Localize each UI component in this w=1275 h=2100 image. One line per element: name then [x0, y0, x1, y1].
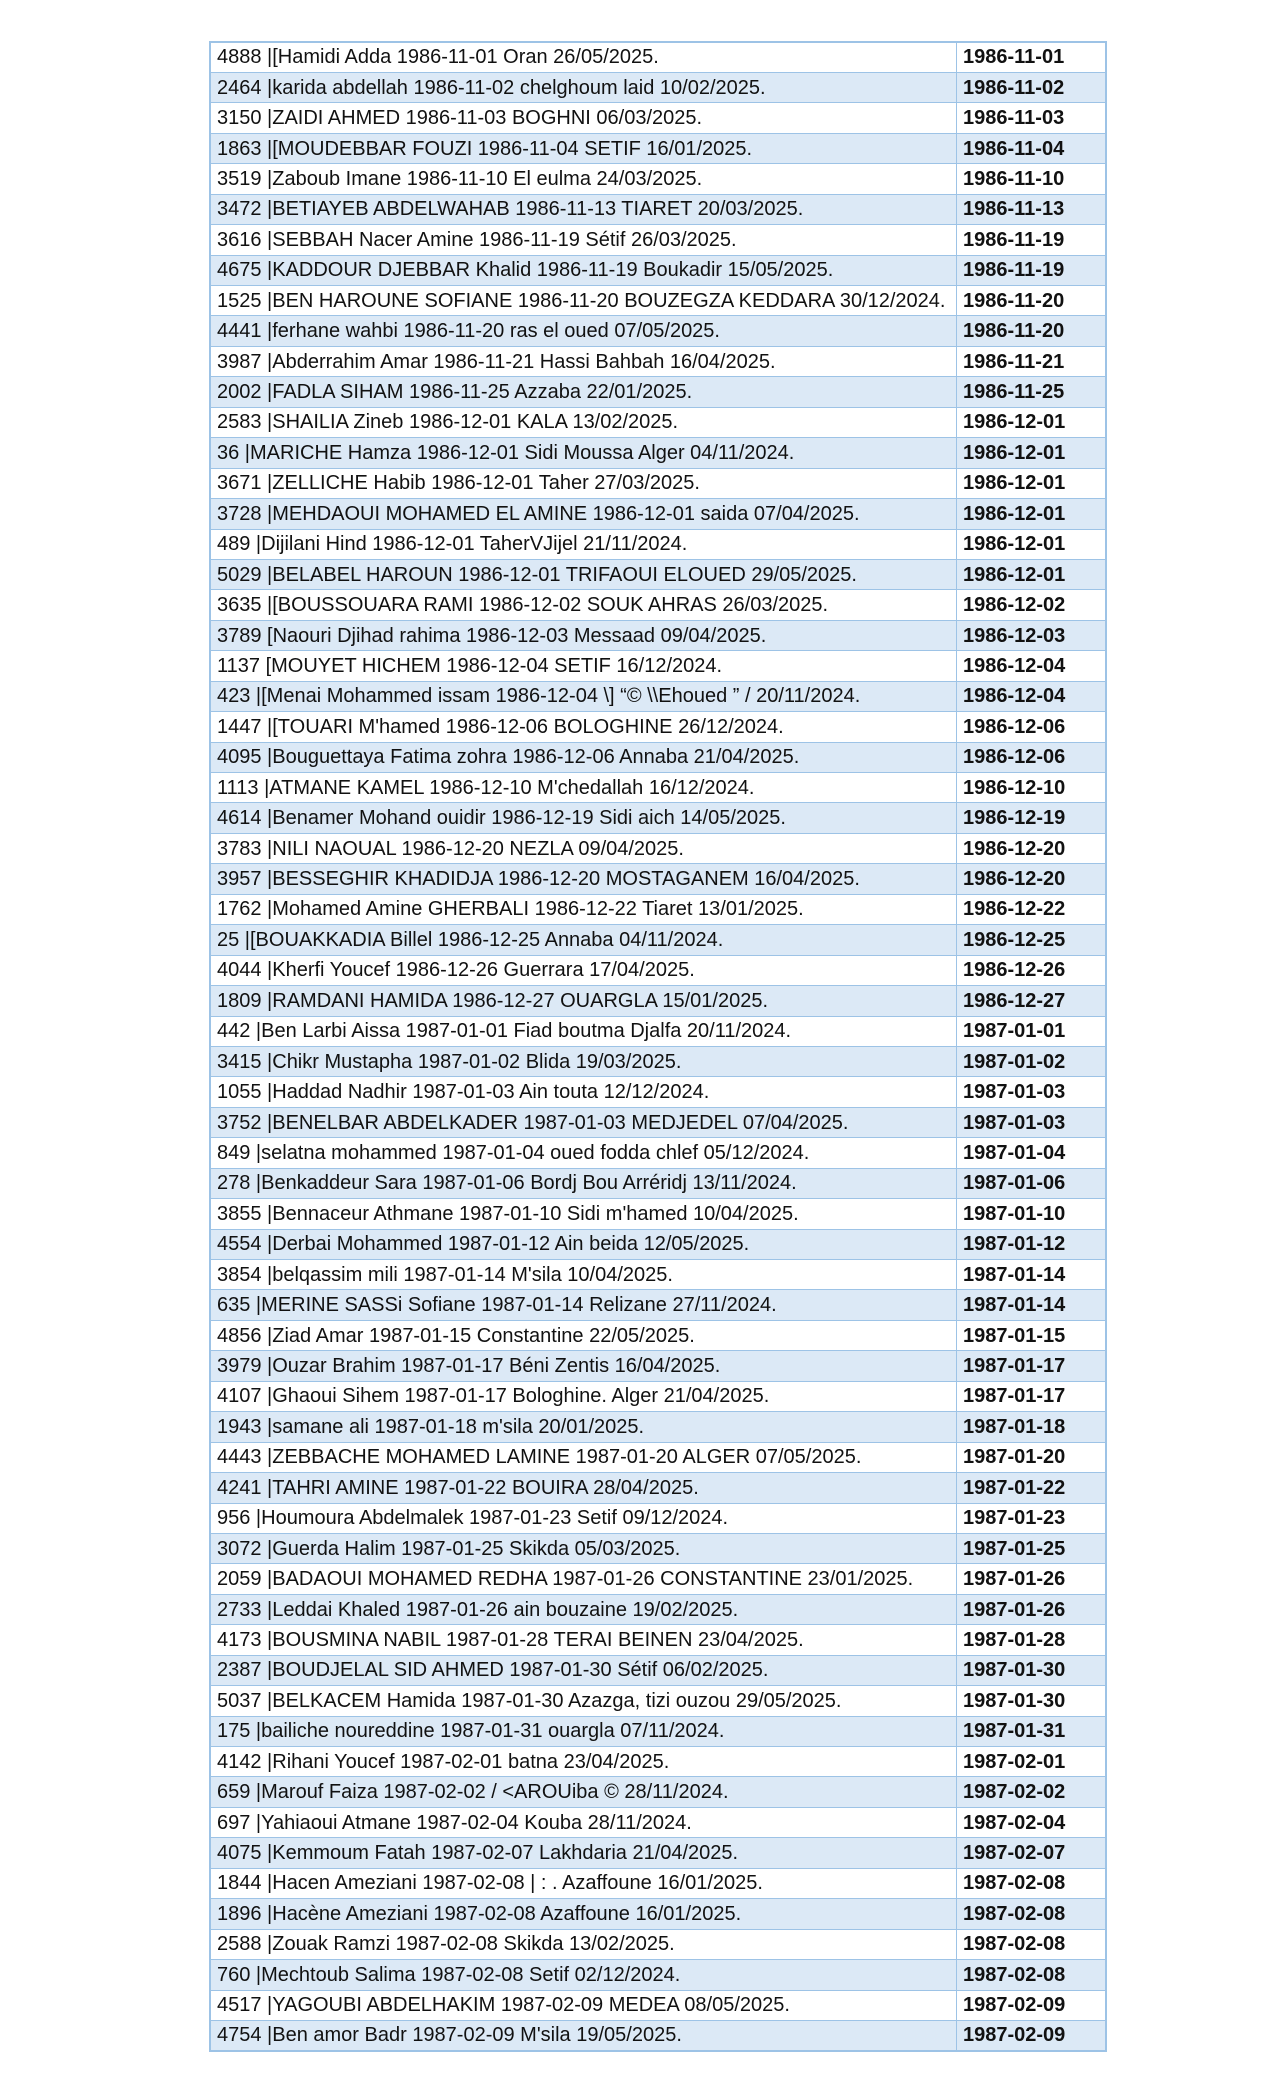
table-row — [210, 103, 1106, 133]
record-entry-cell: 3728 |MEHDAOUI MOHAMED EL AMINE 1986-12-01 saida 07/04/2025. — [210, 499, 957, 529]
record-entry-cell: 1809 |RAMDANI HAMIDA 1986-12-27 OUARGLA 15/01/2025. — [210, 986, 957, 1016]
table-row — [210, 1625, 1106, 1655]
birth-date-cell: 1987-01-03 — [957, 1107, 1107, 1137]
birth-date-cell: 1987-02-01 — [957, 1747, 1107, 1777]
table-row — [210, 407, 1106, 437]
record-entry-cell: 1762 |Mohamed Amine GHERBALI 1986-12-22 Tiaret 13/01/2025. — [210, 894, 957, 924]
table-row — [210, 1777, 1106, 1807]
table-row — [210, 1929, 1106, 1959]
record-entry-cell: 3752 |BENELBAR ABDELKADER 1987-01-03 MEDJEDEL 07/04/2025. — [210, 1107, 957, 1137]
table-row — [210, 2020, 1106, 2050]
birth-date-cell: 1987-02-08 — [957, 1868, 1107, 1898]
table-row — [210, 499, 1106, 529]
table-row — [210, 1199, 1106, 1229]
birth-date-cell: 1986-12-20 — [957, 833, 1107, 863]
record-entry-cell: 4517 |YAGOUBI ABDELHAKIM 1987-02-09 MEDEA 08/05/2025. — [210, 1990, 957, 2020]
table-row — [210, 194, 1106, 224]
record-entry-cell: 5037 |BELKACEM Hamida 1987-01-30 Azazga, tizi ouzou 29/05/2025. — [210, 1686, 957, 1716]
birth-date-cell: 1987-01-03 — [957, 1077, 1107, 1107]
birth-date-cell: 1987-02-08 — [957, 1929, 1107, 1959]
birth-date-cell: 1986-12-27 — [957, 986, 1107, 1016]
table-row — [210, 438, 1106, 468]
table-row — [210, 1046, 1106, 1076]
birth-date-cell: 1987-02-04 — [957, 1807, 1107, 1837]
birth-date-cell: 1987-01-30 — [957, 1686, 1107, 1716]
birth-date-cell: 1986-12-04 — [957, 681, 1107, 711]
birth-date-cell: 1986-11-13 — [957, 194, 1107, 224]
record-entry-cell: 3979 |Ouzar Brahim 1987-01-17 Béni Zentis 16/04/2025. — [210, 1351, 957, 1381]
record-entry-cell: 697 |Yahiaoui Atmane 1987-02-04 Kouba 28/11/2024. — [210, 1807, 957, 1837]
birth-date-cell: 1986-12-01 — [957, 407, 1107, 437]
record-entry-cell: 36 |MARICHE Hamza 1986-12-01 Sidi Moussa Alger 04/11/2024. — [210, 438, 957, 468]
record-entry-cell: 4173 |BOUSMINA NABIL 1987-01-28 TERAI BEINEN 23/04/2025. — [210, 1625, 957, 1655]
birth-date-cell: 1986-12-02 — [957, 590, 1107, 620]
birth-date-cell: 1986-11-01 — [957, 42, 1107, 72]
record-entry-cell: 3957 |BESSEGHIR KHADIDJA 1986-12-20 MOSTAGANEM 16/04/2025. — [210, 864, 957, 894]
table-row — [210, 1960, 1106, 1990]
table-row — [210, 1807, 1106, 1837]
record-entry-cell: 3671 |ZELLICHE Habib 1986-12-01 Taher 27/03/2025. — [210, 468, 957, 498]
birth-date-cell: 1986-11-25 — [957, 377, 1107, 407]
records-table-body — [210, 42, 1106, 2051]
record-entry-cell: 175 |bailiche noureddine 1987-01-31 ouargla 07/11/2024. — [210, 1716, 957, 1746]
birth-date-cell: 1986-11-02 — [957, 72, 1107, 102]
table-row — [210, 255, 1106, 285]
birth-date-cell: 1987-01-14 — [957, 1260, 1107, 1290]
record-entry-cell: 3150 |ZAIDI AHMED 1986-11-03 BOGHNI 06/03/2025. — [210, 103, 957, 133]
table-row — [210, 620, 1106, 650]
birth-date-cell: 1987-01-04 — [957, 1138, 1107, 1168]
record-entry-cell: 4675 |KADDOUR DJEBBAR Khalid 1986-11-19 Boukadir 15/05/2025. — [210, 255, 957, 285]
birth-date-cell: 1987-01-02 — [957, 1046, 1107, 1076]
table-row — [210, 133, 1106, 163]
table-row — [210, 1503, 1106, 1533]
birth-date-cell: 1986-12-20 — [957, 864, 1107, 894]
record-entry-cell: 1137 [MOUYET HICHEM 1986-12-04 SETIF 16/12/2024. — [210, 651, 957, 681]
record-entry-cell: 4754 |Ben amor Badr 1987-02-09 M'sila 19/05/2025. — [210, 2020, 957, 2050]
record-entry-cell: 3783 |NILI NAOUAL 1986-12-20 NEZLA 09/04/2025. — [210, 833, 957, 863]
birth-date-cell: 1986-12-26 — [957, 955, 1107, 985]
record-entry-cell: 1055 |Haddad Nadhir 1987-01-03 Ain touta 12/12/2024. — [210, 1077, 957, 1107]
table-row — [210, 1077, 1106, 1107]
table-row — [210, 773, 1106, 803]
record-entry-cell: 3415 |Chikr Mustapha 1987-01-02 Blida 19/03/2025. — [210, 1046, 957, 1076]
record-entry-cell: 1896 |Hacène Ameziani 1987-02-08 Azaffoune 16/01/2025. — [210, 1899, 957, 1929]
table-row — [210, 1107, 1106, 1137]
record-entry-cell: 2588 |Zouak Ramzi 1987-02-08 Skikda 13/02/2025. — [210, 1929, 957, 1959]
birth-date-cell: 1986-12-10 — [957, 773, 1107, 803]
record-entry-cell: 4075 |Kemmoum Fatah 1987-02-07 Lakhdaria 21/04/2025. — [210, 1838, 957, 1868]
table-row — [210, 833, 1106, 863]
table-row — [210, 803, 1106, 833]
birth-date-cell: 1986-12-25 — [957, 925, 1107, 955]
birth-date-cell: 1987-02-09 — [957, 1990, 1107, 2020]
record-entry-cell: 2464 |karida abdellah 1986-11-02 chelghoum laid 10/02/2025. — [210, 72, 957, 102]
record-entry-cell: 278 |Benkaddeur Sara 1987-01-06 Bordj Bou Arréridj 13/11/2024. — [210, 1168, 957, 1198]
record-entry-cell: 1113 |ATMANE KAMEL 1986-12-10 M'chedallah 16/12/2024. — [210, 773, 957, 803]
table-row — [210, 864, 1106, 894]
table-row — [210, 1412, 1106, 1442]
table-row — [210, 894, 1106, 924]
birth-date-cell: 1987-01-26 — [957, 1594, 1107, 1624]
table-row — [210, 225, 1106, 255]
record-entry-cell: 2583 |SHAILIA Zineb 1986-12-01 KALA 13/02/2025. — [210, 407, 957, 437]
table-row — [210, 1260, 1106, 1290]
record-entry-cell: 1525 |BEN HAROUNE SOFIANE 1986-11-20 BOUZEGZA KEDDARA 30/12/2024. — [210, 286, 957, 316]
birth-date-cell: 1987-01-01 — [957, 1016, 1107, 1046]
birth-date-cell: 1986-11-03 — [957, 103, 1107, 133]
table-row — [210, 1990, 1106, 2020]
table-row — [210, 1747, 1106, 1777]
record-entry-cell: 4443 |ZEBBACHE MOHAMED LAMINE 1987-01-20 ALGER 07/05/2025. — [210, 1442, 957, 1472]
birth-date-cell: 1987-01-30 — [957, 1655, 1107, 1685]
table-row — [210, 1868, 1106, 1898]
table-row — [210, 1838, 1106, 1868]
birth-date-cell: 1986-11-04 — [957, 133, 1107, 163]
record-entry-cell: 4142 |Rihani Youcef 1987-02-01 batna 23/04/2025. — [210, 1747, 957, 1777]
record-entry-cell: 635 |MERINE SASSi Sofiane 1987-01-14 Relizane 27/11/2024. — [210, 1290, 957, 1320]
record-entry-cell: 3072 |Guerda Halim 1987-01-25 Skikda 05/03/2025. — [210, 1533, 957, 1563]
birth-date-cell: 1987-01-17 — [957, 1381, 1107, 1411]
record-entry-cell: 5029 |BELABEL HAROUN 1986-12-01 TRIFAOUI ELOUED 29/05/2025. — [210, 559, 957, 589]
records-table — [209, 41, 1107, 2052]
record-entry-cell: 2059 |BADAOUI MOHAMED REDHA 1987-01-26 CONSTANTINE 23/01/2025. — [210, 1564, 957, 1594]
birth-date-cell: 1986-12-22 — [957, 894, 1107, 924]
record-entry-cell: 1844 |Hacen Ameziani 1987-02-08 | : . Azaffoune 16/01/2025. — [210, 1868, 957, 1898]
table-row — [210, 1290, 1106, 1320]
birth-date-cell: 1987-02-08 — [957, 1960, 1107, 1990]
table-row — [210, 1655, 1106, 1685]
birth-date-cell: 1986-11-19 — [957, 225, 1107, 255]
table-row — [210, 1716, 1106, 1746]
record-entry-cell: 760 |Mechtoub Salima 1987-02-08 Setif 02/12/2024. — [210, 1960, 957, 1990]
table-row — [210, 529, 1106, 559]
birth-date-cell: 1986-12-03 — [957, 620, 1107, 650]
table-row — [210, 1016, 1106, 1046]
birth-date-cell: 1987-01-18 — [957, 1412, 1107, 1442]
birth-date-cell: 1987-01-22 — [957, 1473, 1107, 1503]
record-entry-cell: 3987 |Abderrahim Amar 1986-11-21 Hassi Bahbah 16/04/2025. — [210, 346, 957, 376]
record-entry-cell: 4095 |Bouguettaya Fatima zohra 1986-12-06 Annaba 21/04/2025. — [210, 742, 957, 772]
record-entry-cell: 25 |[BOUAKKADIA Billel 1986-12-25 Annaba 04/11/2024. — [210, 925, 957, 955]
birth-date-cell: 1987-01-14 — [957, 1290, 1107, 1320]
record-entry-cell: 3854 |belqassim mili 1987-01-14 M'sila 10/04/2025. — [210, 1260, 957, 1290]
birth-date-cell: 1987-02-08 — [957, 1899, 1107, 1929]
record-entry-cell: 4614 |Benamer Mohand ouidir 1986-12-19 Sidi aich 14/05/2025. — [210, 803, 957, 833]
birth-date-cell: 1986-11-10 — [957, 164, 1107, 194]
record-entry-cell: 4044 |Kherfi Youcef 1986-12-26 Guerrara 17/04/2025. — [210, 955, 957, 985]
birth-date-cell: 1987-02-07 — [957, 1838, 1107, 1868]
record-entry-cell: 4107 |Ghaoui Sihem 1987-01-17 Bologhine. Alger 21/04/2025. — [210, 1381, 957, 1411]
table-row — [210, 468, 1106, 498]
table-row — [210, 1229, 1106, 1259]
birth-date-cell: 1986-11-20 — [957, 286, 1107, 316]
record-entry-cell: 1943 |samane ali 1987-01-18 m'sila 20/01/2025. — [210, 1412, 957, 1442]
record-entry-cell: 4888 |[Hamidi Adda 1986-11-01 Oran 26/05/2025. — [210, 42, 957, 72]
table-row — [210, 72, 1106, 102]
record-entry-cell: 3616 |SEBBAH Nacer Amine 1986-11-19 Sétif 26/03/2025. — [210, 225, 957, 255]
table-row — [210, 42, 1106, 72]
record-entry-cell: 3472 |BETIAYEB ABDELWAHAB 1986-11-13 TIARET 20/03/2025. — [210, 194, 957, 224]
table-row — [210, 1594, 1106, 1624]
record-entry-cell: 659 |Marouf Faiza 1987-02-02 / <AROUiba © 28/11/2024. — [210, 1777, 957, 1807]
table-row — [210, 1138, 1106, 1168]
table-row — [210, 590, 1106, 620]
birth-date-cell: 1987-01-25 — [957, 1533, 1107, 1563]
birth-date-cell: 1987-01-12 — [957, 1229, 1107, 1259]
table-row — [210, 1320, 1106, 1350]
record-entry-cell: 423 |[Menai Mohammed issam 1986-12-04 \] “© \\Ehoued ” / 20/11/2024. — [210, 681, 957, 711]
table-row — [210, 1533, 1106, 1563]
table-row — [210, 377, 1106, 407]
birth-date-cell: 1987-02-02 — [957, 1777, 1107, 1807]
table-row — [210, 742, 1106, 772]
table-row — [210, 712, 1106, 742]
birth-date-cell: 1987-01-31 — [957, 1716, 1107, 1746]
table-row — [210, 164, 1106, 194]
birth-date-cell: 1986-12-01 — [957, 438, 1107, 468]
birth-date-cell: 1987-02-09 — [957, 2020, 1107, 2050]
birth-date-cell: 1987-01-28 — [957, 1625, 1107, 1655]
birth-date-cell: 1986-12-04 — [957, 651, 1107, 681]
birth-date-cell: 1986-12-01 — [957, 499, 1107, 529]
table-row — [210, 681, 1106, 711]
birth-date-cell: 1986-12-01 — [957, 468, 1107, 498]
table-row — [210, 955, 1106, 985]
table-row — [210, 925, 1106, 955]
record-entry-cell: 3519 |Zaboub Imane 1986-11-10 El eulma 24/03/2025. — [210, 164, 957, 194]
birth-date-cell: 1987-01-10 — [957, 1199, 1107, 1229]
birth-date-cell: 1986-11-21 — [957, 346, 1107, 376]
birth-date-cell: 1987-01-06 — [957, 1168, 1107, 1198]
birth-date-cell: 1986-12-19 — [957, 803, 1107, 833]
birth-date-cell: 1987-01-23 — [957, 1503, 1107, 1533]
record-entry-cell: 3789 [Naouri Djihad rahima 1986-12-03 Messaad 09/04/2025. — [210, 620, 957, 650]
birth-date-cell: 1987-01-17 — [957, 1351, 1107, 1381]
table-row — [210, 346, 1106, 376]
table-row — [210, 1473, 1106, 1503]
birth-date-cell: 1987-01-26 — [957, 1564, 1107, 1594]
record-entry-cell: 3855 |Bennaceur Athmane 1987-01-10 Sidi m'hamed 10/04/2025. — [210, 1199, 957, 1229]
record-entry-cell: 442 |Ben Larbi Aissa 1987-01-01 Fiad boutma Djalfa 20/11/2024. — [210, 1016, 957, 1046]
record-entry-cell: 849 |selatna mohammed 1987-01-04 oued fodda chlef 05/12/2024. — [210, 1138, 957, 1168]
record-entry-cell: 1447 |[TOUARI M'hamed 1986-12-06 BOLOGHINE 26/12/2024. — [210, 712, 957, 742]
table-row — [210, 286, 1106, 316]
table-row — [210, 651, 1106, 681]
record-entry-cell: 489 |Dijilani Hind 1986-12-01 TaherVJijel 21/11/2024. — [210, 529, 957, 559]
record-entry-cell: 4441 |ferhane wahbi 1986-11-20 ras el oued 07/05/2025. — [210, 316, 957, 346]
table-row — [210, 559, 1106, 589]
table-row — [210, 316, 1106, 346]
record-entry-cell: 3635 |[BOUSSOUARA RAMI 1986-12-02 SOUK AHRAS 26/03/2025. — [210, 590, 957, 620]
table-row — [210, 1168, 1106, 1198]
table-row — [210, 1899, 1106, 1929]
table-row — [210, 1564, 1106, 1594]
record-entry-cell: 4241 |TAHRI AMINE 1987-01-22 BOUIRA 28/04/2025. — [210, 1473, 957, 1503]
table-row — [210, 1686, 1106, 1716]
birth-date-cell: 1986-11-19 — [957, 255, 1107, 285]
birth-date-cell: 1986-12-01 — [957, 529, 1107, 559]
record-entry-cell: 4856 |Ziad Amar 1987-01-15 Constantine 22/05/2025. — [210, 1320, 957, 1350]
table-row — [210, 986, 1106, 1016]
table-row — [210, 1442, 1106, 1472]
record-entry-cell: 2002 |FADLA SIHAM 1986-11-25 Azzaba 22/01/2025. — [210, 377, 957, 407]
birth-date-cell: 1987-01-20 — [957, 1442, 1107, 1472]
birth-date-cell: 1986-11-20 — [957, 316, 1107, 346]
record-entry-cell: 1863 |[MOUDEBBAR FOUZI 1986-11-04 SETIF 16/01/2025. — [210, 133, 957, 163]
record-entry-cell: 4554 |Derbai Mohammed 1987-01-12 Ain beida 12/05/2025. — [210, 1229, 957, 1259]
record-entry-cell: 2733 |Leddai Khaled 1987-01-26 ain bouzaine 19/02/2025. — [210, 1594, 957, 1624]
table-row — [210, 1381, 1106, 1411]
birth-date-cell: 1986-12-06 — [957, 742, 1107, 772]
record-entry-cell: 956 |Houmoura Abdelmalek 1987-01-23 Setif 09/12/2024. — [210, 1503, 957, 1533]
birth-date-cell: 1986-12-01 — [957, 559, 1107, 589]
record-entry-cell: 2387 |BOUDJELAL SID AHMED 1987-01-30 Sétif 06/02/2025. — [210, 1655, 957, 1685]
table-row — [210, 1351, 1106, 1381]
birth-date-cell: 1986-12-06 — [957, 712, 1107, 742]
birth-date-cell: 1987-01-15 — [957, 1320, 1107, 1350]
